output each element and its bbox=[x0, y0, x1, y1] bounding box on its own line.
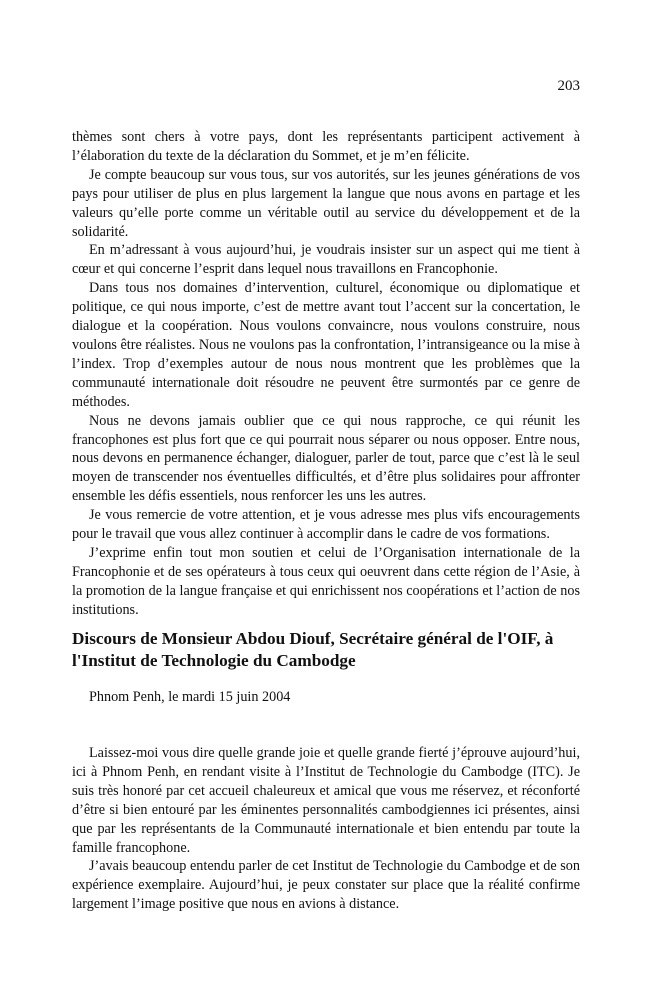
paragraph: J’exprime enfin tout mon soutien et celui de l’Organisation internationale de la Francophonie et de ses opérateurs à tous ceux qui oeuvrent dans cette région de l’Asie, à la promotion de la langue française et qui enrichissent nos coopérations et l’action de nos institutions. bbox=[72, 544, 580, 618]
paragraph: Dans tous nos domaines d’intervention, culturel, économique ou diplomatique et politique, ce qui nous importe, c’est de mettre avant tout l’accent sur la concertation, le dialogue et la coopération. Nous voulons convaincre, nous voulons construire, nous voulons être réalistes. Nous ne voulons pas la confrontation, l’intransigeance ou la mise à l’index. Trop d’exemples autour de nous nous montrent que les problèmes que la communauté internationale doit résoudre ne peuvent être surmontés par ce genre de méthodes. bbox=[72, 280, 580, 410]
speech-heading: Discours de Monsieur Abdou Diouf, Secrétaire général de l'OIF, à l'Institut de Technologie du Cambodge bbox=[72, 629, 554, 670]
body-text-section-1 bbox=[72, 128, 580, 620]
paragraph: Laissez-moi vous dire quelle grande joie et quelle grande fierté j’éprouve aujourd’hui, ici à Phnom Penh, en rendant visite à l’Institut de Technologie du Cambodge (ITC). Je suis très honoré par cet accueil chaleureux et amical que vous me réservez, et réconforté d’être si bien entouré par les éminentes personnalités cambodgiennes ici présentes, ainsi que par les représentants de la Communauté internationale et bien entendu par toute la famille francophone. bbox=[72, 745, 580, 856]
paragraph: En m’adressant à vous aujourd’hui, je voudrais insister sur un aspect qui me tient à cœur et qui concerne l’esprit dans lequel nous travaillons en Francophonie. bbox=[72, 242, 580, 278]
paragraph: Nous ne devons jamais oublier que ce qui nous rapproche, ce qui réunit les francophones est plus fort que ce qui pourrait nous séparer ou nous opposer. Entre nous, nous devons en permanence échanger, dialoguer, parler de tout, parce que c’est là le seul moyen de transcender nos éventuelles difficultés, et d’être plus solidaires pour affronter ensemble les défis essentiels, nous renforcer les uns les autres. bbox=[72, 412, 580, 505]
paragraph: Je vous remercie de votre attention, et je vous adresse mes plus vifs encouragements pour le travail que vous allez continuer à accomplir dans le cadre de vos formations. bbox=[72, 507, 580, 543]
paragraph: Je compte beaucoup sur vous tous, sur vos autorités, sur les jeunes générations de vos pays pour utiliser de plus en plus largement la langue que nous avons en partage et les valeurs qu’elle porte comme un véritable outil au service du développement et de la solidarité. bbox=[72, 166, 580, 240]
paragraph: thèmes sont chers à votre pays, dont les représentants participent activement à l’élaboration du texte de la déclaration du Sommet, et je m’en félicite. bbox=[72, 129, 580, 164]
dateline: Phnom Penh, le mardi 15 juin 2004 bbox=[89, 689, 291, 705]
paragraph: J’avais beaucoup entendu parler de cet Institut de Technologie du Cambodge et de son expérience exemplaire. Aujourd’hui, je peux constater sur place que la réalité confirme largement l’image positive que nous en avions à distance. bbox=[72, 858, 580, 913]
page-number: 203 bbox=[557, 78, 580, 94]
body-text-section-2 bbox=[72, 744, 580, 914]
